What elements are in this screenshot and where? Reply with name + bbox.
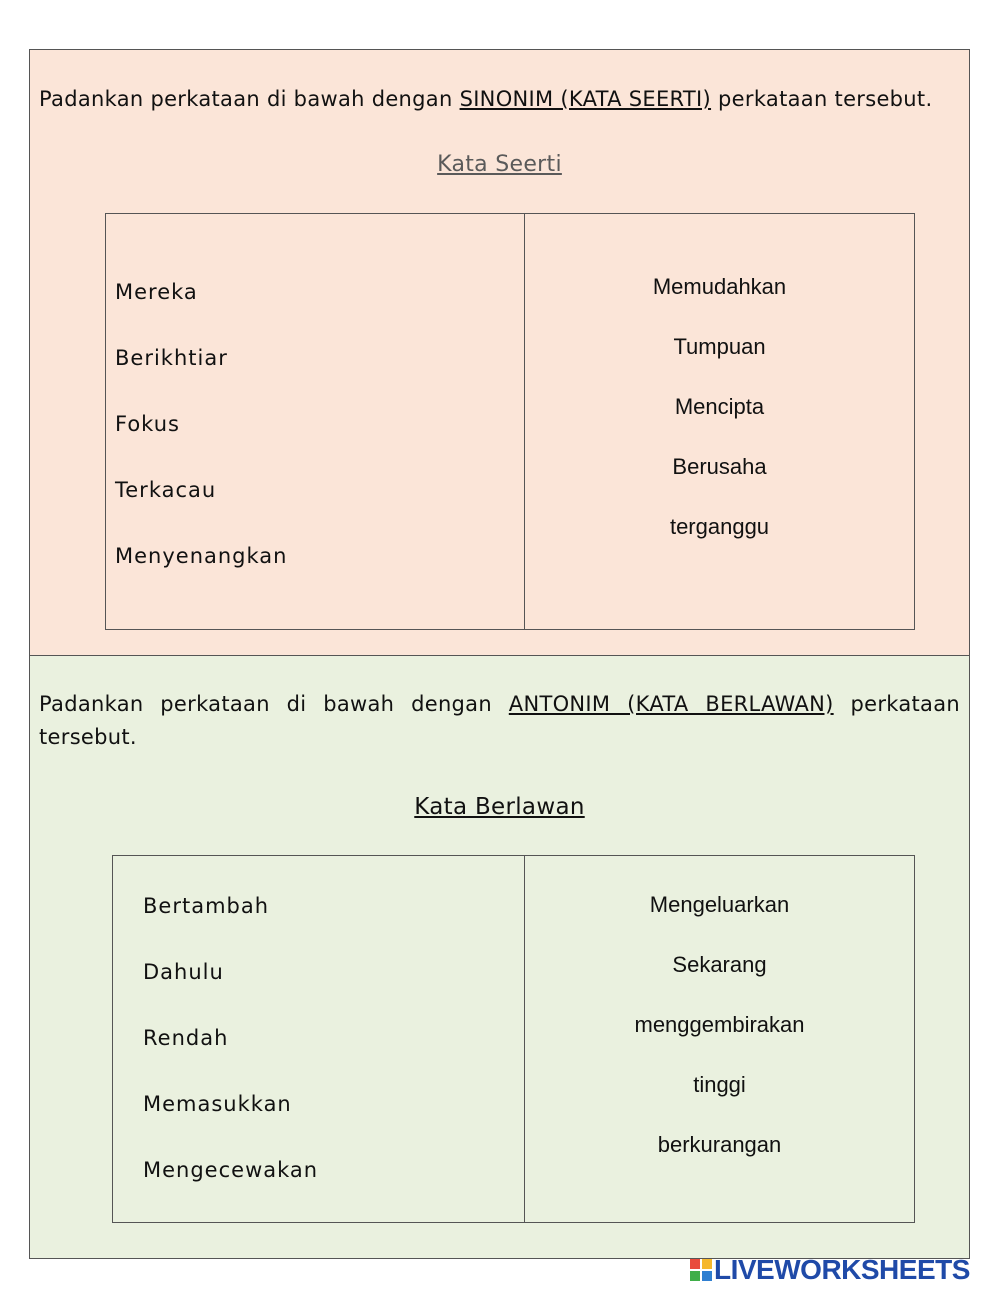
- antonym-option[interactable]: tinggi: [693, 1072, 746, 1097]
- antonym-heading: Kata Berlawan: [414, 794, 585, 820]
- liveworksheets-logo: [690, 1253, 970, 1287]
- antonym-left-word[interactable]: Mengecewakan: [143, 1158, 319, 1182]
- antonym-option[interactable]: berkurangan: [657, 1132, 782, 1157]
- antonym-instruction: [39, 688, 960, 754]
- liveworksheets-wordmark: LIVEWORKSHEETS: [714, 1254, 970, 1285]
- antonym-left-word[interactable]: Bertambah: [143, 894, 270, 918]
- synonym-left-word[interactable]: Mereka: [115, 280, 198, 304]
- synonym-left-word[interactable]: Menyenangkan: [115, 544, 288, 568]
- synonym-option[interactable]: Mencipta: [674, 394, 765, 419]
- synonym-left-word[interactable]: Terkacau: [115, 478, 217, 502]
- synonym-left-word[interactable]: Berikhtiar: [115, 346, 228, 370]
- antonym-section: [29, 656, 970, 1259]
- synonym-left-word[interactable]: Fokus: [115, 412, 180, 436]
- antonym-match-table: [112, 855, 915, 1223]
- antonym-left-word[interactable]: Memasukkan: [143, 1092, 292, 1116]
- instruction-text-end: perkataan tersebut.: [39, 692, 960, 749]
- synonym-heading: Kata Seerti: [437, 152, 562, 177]
- antonym-options-column: [525, 856, 914, 1222]
- antonym-left-word[interactable]: Dahulu: [143, 960, 224, 984]
- instruction-keyword: SINONIM (KATA SEERTI): [459, 87, 712, 111]
- synonym-option[interactable]: Memudahkan: [652, 274, 787, 299]
- synonym-section: [29, 49, 970, 656]
- instruction-keyword: ANTONIM (KATA BERLAWAN): [508, 692, 834, 716]
- synonym-option[interactable]: Tumpuan: [673, 334, 766, 359]
- synonym-options-column: [525, 214, 914, 629]
- synonym-instruction: [39, 83, 960, 116]
- antonym-option[interactable]: Mengeluarkan: [649, 892, 790, 917]
- instruction-text: Padankan perkataan di bawah dengan: [39, 692, 492, 716]
- instruction-text-end: perkataan tersebut.: [718, 87, 933, 111]
- synonym-match-table: [105, 213, 915, 630]
- instruction-text: Padankan perkataan di bawah dengan: [39, 87, 453, 111]
- antonym-left-word[interactable]: Rendah: [143, 1026, 229, 1050]
- liveworksheets-logo-icon: [690, 1259, 712, 1281]
- antonym-option[interactable]: menggembirakan: [634, 1012, 805, 1037]
- synonym-option[interactable]: Berusaha: [672, 454, 767, 479]
- synonym-option[interactable]: terganggu: [669, 514, 770, 539]
- antonym-option[interactable]: Sekarang: [672, 952, 767, 977]
